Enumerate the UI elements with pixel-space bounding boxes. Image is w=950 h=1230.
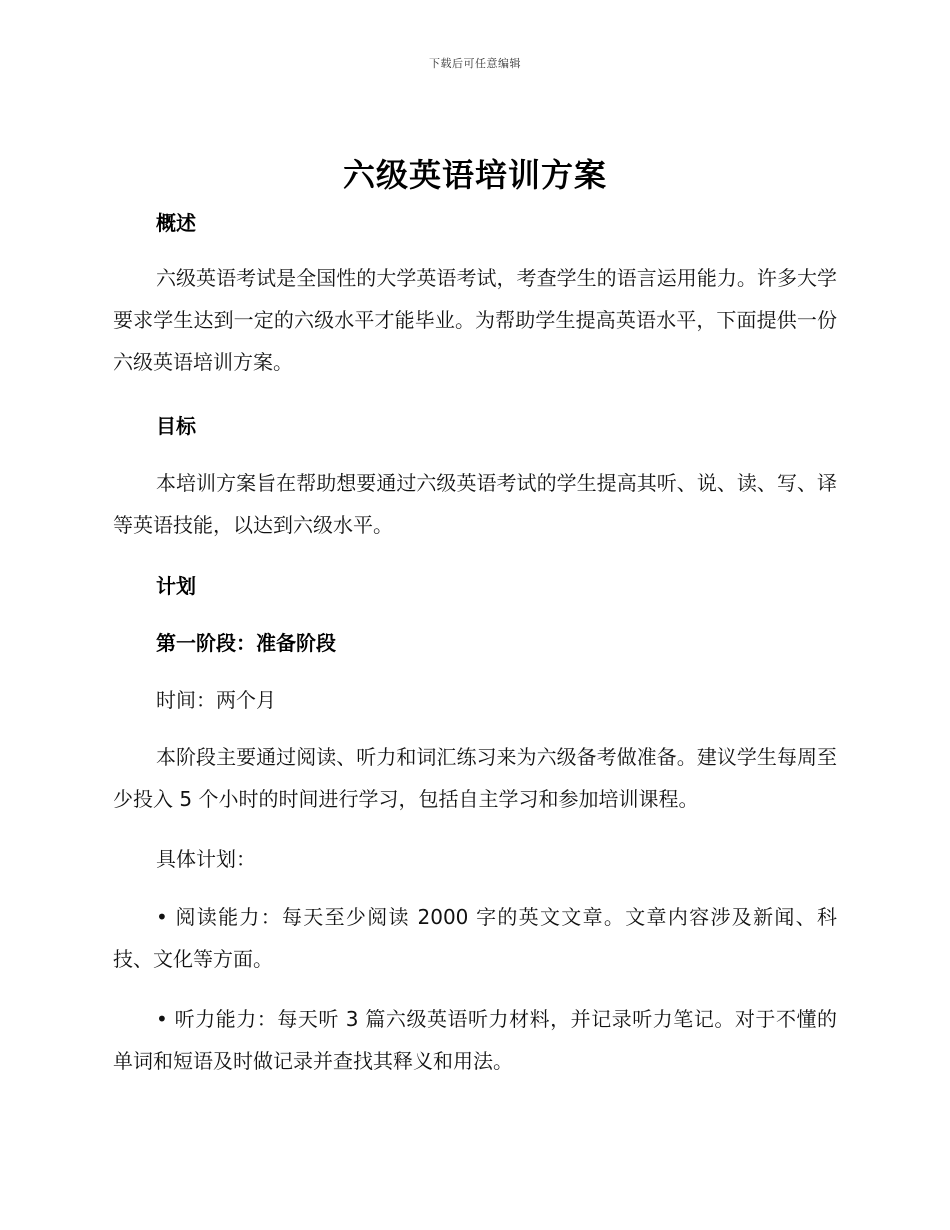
stage1-paragraph: 本阶段主要通过阅读、听力和词汇练习来为六级备考做准备。建议学生每周至少投入 5 个小时的时间进行学习，包括自主学习和参加培训课程。: [113, 745, 837, 811]
specific-plan-label: 具体计划：: [156, 847, 256, 871]
stage1-time: 时间：两个月: [156, 688, 276, 712]
listening-list-item: • 听力能力：每天听 3 篇六级英语听力材料，并记录听力笔记。对于不懂的单词和短语及时做记录并查找其释义和用法。: [113, 1007, 837, 1073]
overview-heading: 概述: [156, 211, 196, 235]
plan-heading: 计划: [156, 574, 196, 598]
goal-heading: 目标: [156, 414, 196, 438]
stage1-heading: 第一阶段：准备阶段: [156, 631, 336, 655]
document-title: 六级英语培训方案: [342, 156, 607, 194]
header-note: 下载后可任意编辑: [429, 57, 521, 70]
reading-list-item: • 阅读能力：每天至少阅读 2000 字的英文文章。文章内容涉及新闻、科技、文化等方面。: [113, 905, 837, 971]
goal-paragraph: 本培训方案旨在帮助想要通过六级英语考试的学生提高其听、说、读、写、译等英语技能，以达到六级水平。: [113, 471, 837, 537]
overview-paragraph: 六级英语考试是全国性的大学英语考试，考查学生的语言运用能力。许多大学要求学生达到一定的六级水平才能毕业。为帮助学生提高英语水平，下面提供一份六级英语培训方案。: [113, 266, 837, 374]
